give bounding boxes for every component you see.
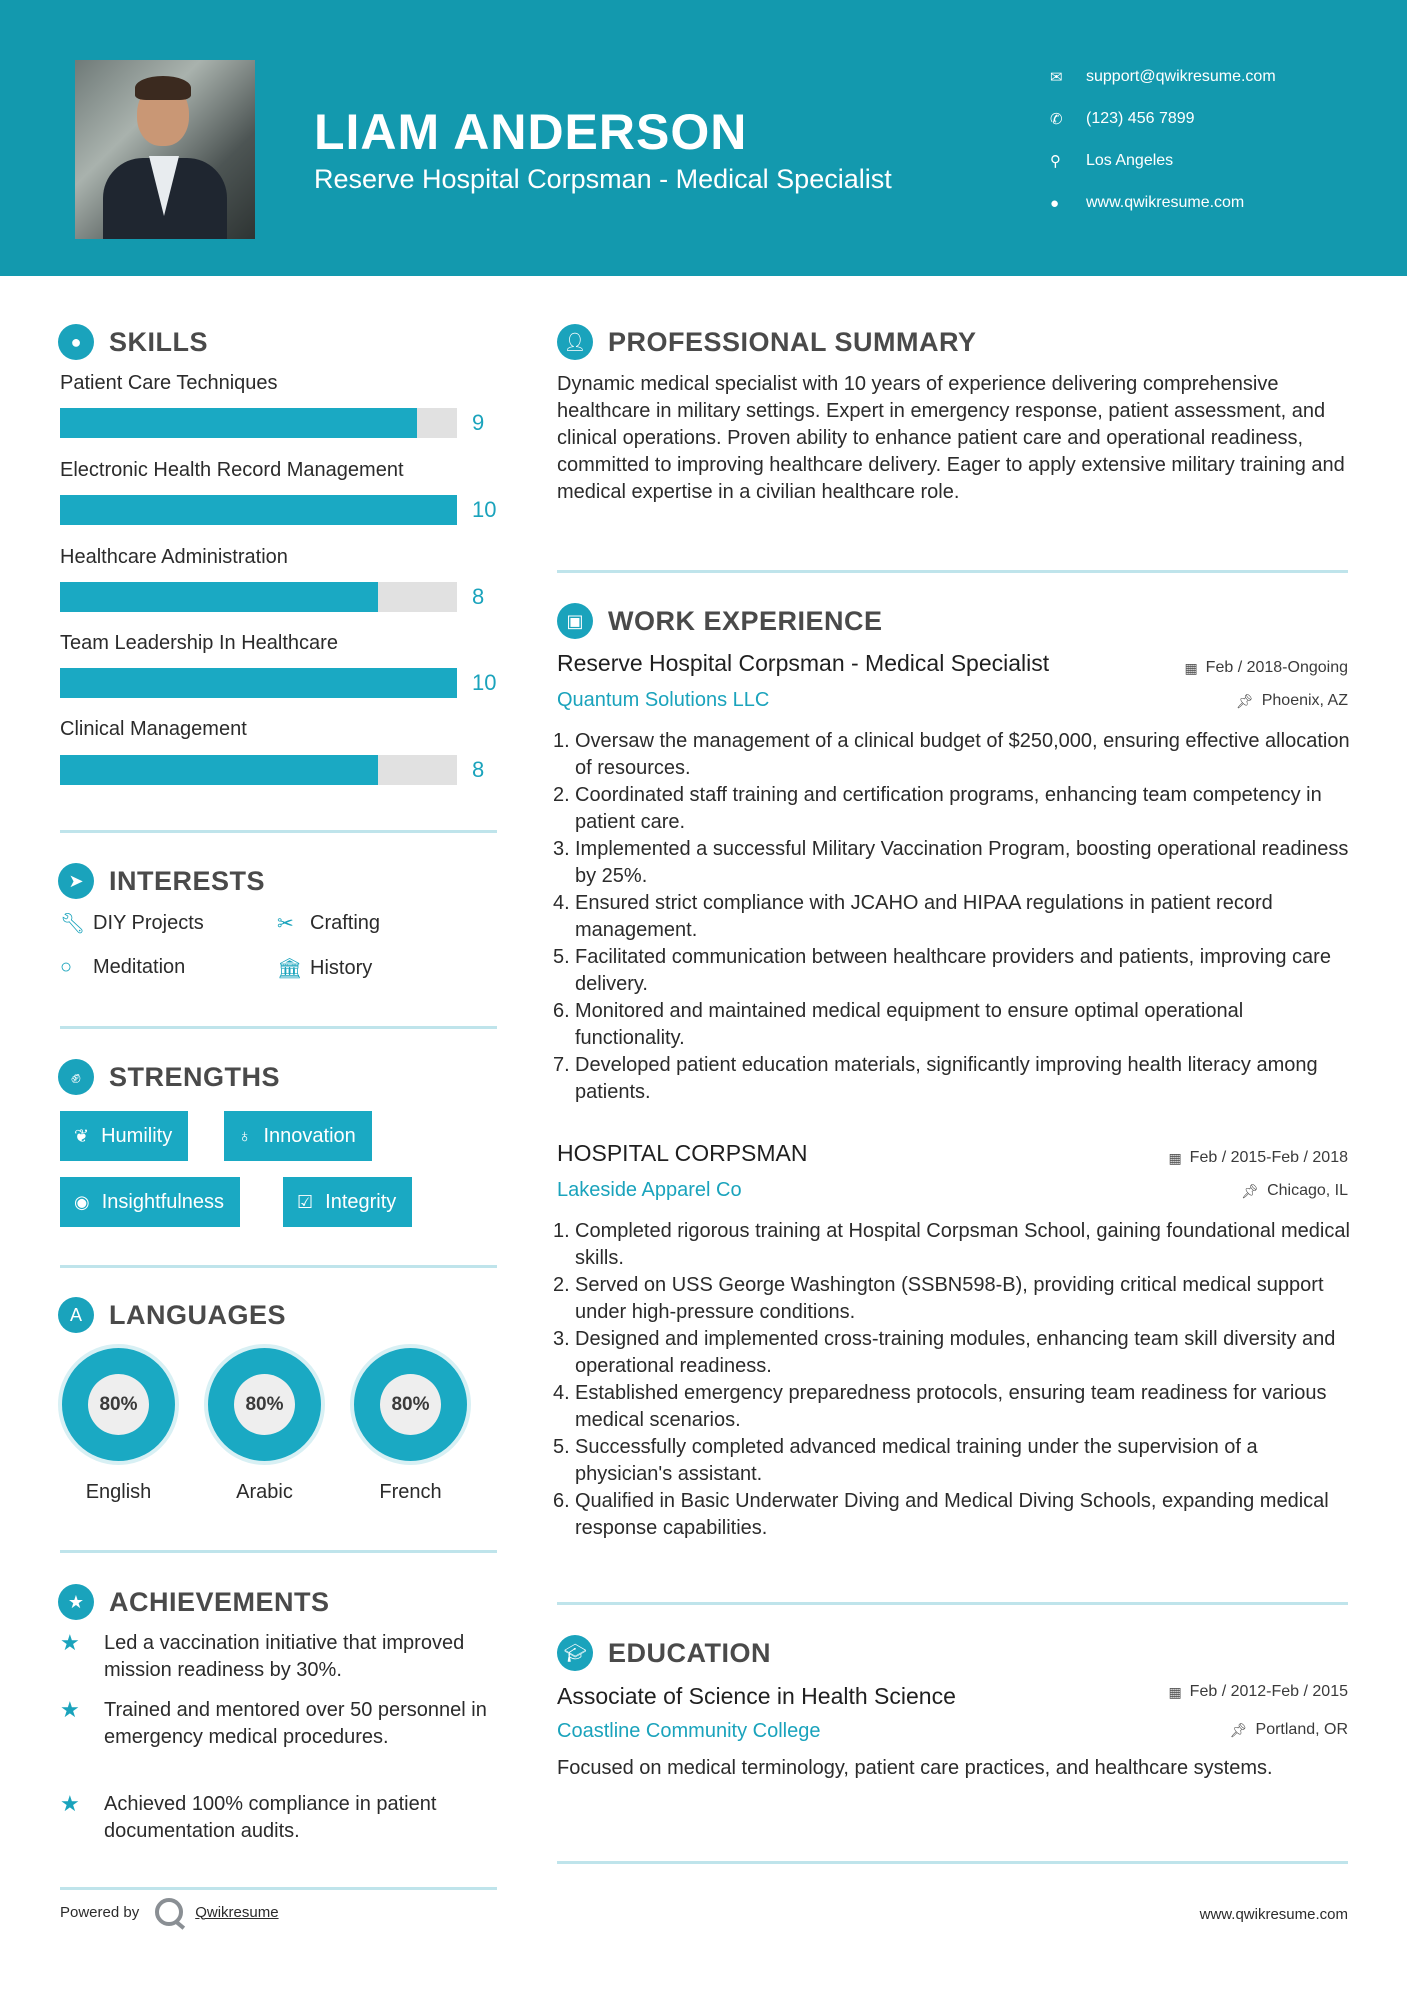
candidate-name: LIAM ANDERSON (314, 104, 748, 160)
calendar-icon: ▦ (1168, 1149, 1182, 1166)
job-date: ▦ Feb / 2018-Ongoing (1184, 659, 1348, 676)
globe-icon: ● (1050, 194, 1060, 212)
pin-icon: 📌︎ (1241, 1182, 1260, 1199)
skill-value: 10 (472, 497, 497, 522)
interest-item: ✂ Crafting (277, 912, 381, 935)
lightbulb-icon: ♁ (238, 1125, 252, 1146)
calendar-icon: ▦ (1168, 1683, 1182, 1700)
envelope-icon: ✉ (1050, 69, 1063, 86)
section-divider (60, 1550, 497, 1553)
skill-bar (60, 582, 457, 612)
leaf-icon: ❦ (74, 1125, 90, 1146)
skill-value: 8 (472, 584, 485, 609)
achievement-item: ★ Achieved 100% compliance in patient documentation audits. (60, 1791, 500, 1845)
profile-photo (75, 60, 255, 239)
museum-icon: 🏛︎ (277, 958, 303, 980)
job-title: HOSPITAL CORPSMAN (557, 1140, 808, 1166)
skill-bar (60, 755, 457, 785)
language-ring: 80% (58, 1344, 179, 1465)
section-divider (60, 1887, 497, 1890)
star-icon: ★ (60, 1791, 80, 1816)
list-item: 3. Designed and implemented cross-training modules, enhancing team skill diversity and operational readiness. (553, 1328, 1336, 1377)
language-ring: 80% (204, 1344, 325, 1465)
school-name: Coastline Community College (557, 1720, 821, 1742)
list-item: 6. Qualified in Basic Underwater Diving and Medical Diving Schools, expanding medical response capabilities. (553, 1490, 1329, 1539)
graduate-icon: 🎓︎ (557, 1635, 593, 1671)
strength-tag: ❦ Humility (60, 1111, 188, 1161)
paper-plane-icon: ➤ (58, 863, 94, 899)
skill-value: 8 (472, 757, 485, 782)
education-date: ▦ Feb / 2012-Feb / 2015 (1168, 1683, 1348, 1700)
scissors-icon: ✂ (277, 913, 294, 935)
language-name: French (379, 1481, 442, 1503)
pin-icon: 📌︎ (1235, 692, 1254, 709)
skills-heading: ● SKILLS (58, 324, 208, 360)
job-company: Lakeside Apparel Co (557, 1179, 742, 1201)
strength-tag: ♁ Innovation (224, 1111, 372, 1161)
language-icon: A (58, 1297, 94, 1333)
education-location: 📌︎ Portland, OR (1229, 1721, 1348, 1738)
interest-item: ○ Meditation (60, 956, 186, 978)
section-divider (60, 1026, 497, 1029)
contact-list (1050, 56, 1276, 224)
job-date: ▦ Feb / 2015-Feb / 2018 (1168, 1149, 1348, 1166)
achievement-item: ★ Trained and mentored over 50 personnel in emergency medical procedures. (60, 1697, 500, 1751)
language-name: English (85, 1481, 152, 1503)
section-divider (557, 1861, 1348, 1864)
list-item: 5. Successfully completed advanced medical training under the supervision of a physician's assistant. (553, 1436, 1258, 1485)
language-name: Arabic (236, 1481, 293, 1503)
interest-item: 🔧︎ DIY Projects (60, 912, 204, 935)
lightbulb-icon: ● (58, 324, 94, 360)
qwikresume-logo-icon (155, 1898, 183, 1926)
eye-icon: ◉ (74, 1191, 90, 1212)
section-divider (557, 570, 1348, 573)
resume-header (0, 0, 1407, 276)
skill-bar (60, 668, 457, 698)
job-bullets (553, 728, 1350, 1106)
skill-value: 9 (472, 410, 485, 435)
skill-bar (60, 495, 457, 525)
strengths-heading: ✊︎ STRENGTHS (58, 1059, 280, 1095)
list-item: 1. Oversaw the management of a clinical budget of $250,000, ensuring effective allocation of resources. (553, 730, 1350, 779)
brand-link[interactable]: Qwikresume (195, 1903, 279, 1921)
list-item: 7. Developed patient education materials, significantly improving health literacy among patients. (553, 1054, 1318, 1103)
section-divider (557, 1602, 1348, 1605)
job-bullets (553, 1218, 1350, 1542)
phone-icon: ✆ (1050, 111, 1063, 128)
list-item: 2. Served on USS George Washington (SSBN598-B), providing critical medical support under high-pressure conditions. (553, 1274, 1324, 1323)
strength-tag: ◉ Insightfulness (60, 1177, 240, 1227)
list-item: 6. Monitored and maintained medical equipment to ensure optimal operational functionality. (553, 1000, 1244, 1049)
experience-heading: ▣ WORK EXPERIENCE (557, 603, 883, 639)
skill-name: Team Leadership In Healthcare (60, 632, 338, 654)
education-description: Focused on medical terminology, patient care practices, and healthcare systems. (557, 1757, 1273, 1779)
briefcase-icon: ▣ (557, 603, 593, 639)
list-item: 1. Completed rigorous training at Hospital Corpsman School, gaining foundational medical skills. (553, 1220, 1350, 1269)
skill-name: Clinical Management (60, 718, 247, 740)
summary-text: Dynamic medical specialist with 10 years of experience delivering comprehensive healthcare in military settings. Expert in emergency response, patient assessment, and clinical operations. Proven ability to enhance patient care and operational readiness, committed to improving healthcare delivery. Eager to apply extensive military training and medical expertise in a civilian healthcare role. (557, 373, 1345, 503)
contact-phone[interactable]: ✆ (123) 456 7899 (1050, 110, 1195, 128)
star-icon: ★ (60, 1697, 80, 1722)
footer-website[interactable]: www.qwikresume.com (1199, 1906, 1348, 1923)
language-ring: 80% (350, 1344, 471, 1465)
section-divider (60, 830, 497, 833)
job-company: Quantum Solutions LLC (557, 689, 770, 711)
summary-heading: 👤︎ PROFESSIONAL SUMMARY (557, 324, 977, 360)
achievement-item: ★ Led a vaccination initiative that improved mission readiness by 30%. (60, 1630, 500, 1684)
list-item: 4. Established emergency preparedness protocols, ensuring team readiness for various medical scenarios. (553, 1382, 1327, 1431)
calendar-icon: ▦ (1184, 659, 1198, 676)
strength-tag: ☑ Integrity (283, 1177, 412, 1227)
pin-icon: 📌︎ (1229, 1721, 1248, 1738)
interests-heading: ➤ INTERESTS (58, 863, 265, 899)
skill-name: Healthcare Administration (60, 546, 288, 568)
star-badge-icon: ★ (58, 1584, 94, 1620)
list-item: 3. Implemented a successful Military Vaccination Program, boosting operational readiness by 25%. (553, 838, 1349, 887)
job-title: Reserve Hospital Corpsman - Medical Specialist (557, 650, 1050, 676)
skill-name: Patient Care Techniques (60, 372, 278, 394)
raised-fist-icon: ✊︎ (58, 1059, 94, 1095)
contact-location: ⚲ Los Angeles (1050, 152, 1174, 170)
job-location: 📌︎ Phoenix, AZ (1235, 692, 1348, 709)
checkbox-icon: ☑ (297, 1191, 314, 1212)
languages-heading: A LANGUAGES (58, 1297, 286, 1333)
map-pin-icon: ⚲ (1050, 153, 1061, 170)
skill-bar (60, 408, 457, 438)
circle-icon: ○ (60, 956, 73, 978)
section-divider (60, 1265, 497, 1268)
list-item: 2. Coordinated staff training and certification programs, enhancing team competency in patient care. (553, 784, 1322, 833)
achievements-heading: ★ ACHIEVEMENTS (58, 1584, 330, 1620)
contact-email[interactable]: ✉ support@qwikresume.com (1050, 68, 1276, 86)
wrench-icon: 🔧︎ (60, 913, 86, 935)
star-icon: ★ (60, 1630, 80, 1655)
list-item: 5. Facilitated communication between healthcare providers and patients, improving care delivery. (553, 946, 1331, 995)
degree-title: Associate of Science in Health Science (557, 1683, 956, 1709)
candidate-title: Reserve Hospital Corpsman - Medical Specialist (314, 164, 892, 194)
user-icon: 👤︎ (557, 324, 593, 360)
skill-value: 10 (472, 670, 497, 695)
skill-name: Electronic Health Record Management (60, 459, 404, 481)
education-heading: 🎓︎ EDUCATION (557, 1635, 771, 1671)
job-location: 📌︎ Chicago, IL (1241, 1182, 1348, 1199)
list-item: 4. Ensured strict compliance with JCAHO and HIPAA regulations in patient record management. (553, 892, 1273, 941)
interest-item: 🏛︎ History (277, 957, 373, 980)
powered-by: Powered by Qwikresume (60, 1898, 279, 1926)
contact-website[interactable]: ● www.qwikresume.com (1050, 194, 1245, 212)
